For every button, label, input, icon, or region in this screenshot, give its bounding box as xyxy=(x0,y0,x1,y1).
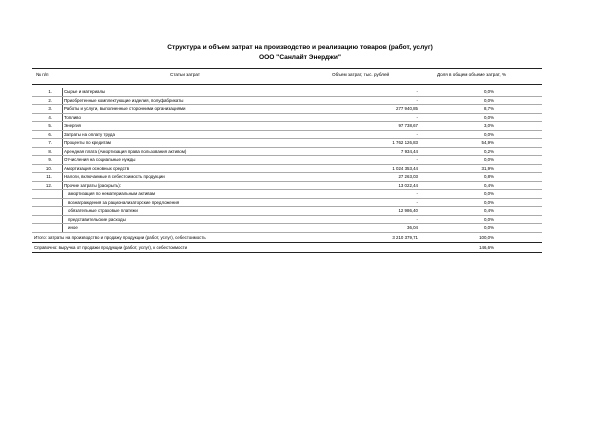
row-share: 0,0% xyxy=(483,97,494,103)
row-sum: 97 738,67 xyxy=(398,123,418,128)
row-item-name: обязательные страховые платежи xyxy=(68,208,138,213)
row-item-name: иное xyxy=(68,225,78,230)
row-item-name: Налоги, включаемые в себестоимость продукции xyxy=(64,174,165,179)
row-item-name: вознаграждения за рационализаторские предложения xyxy=(68,199,180,205)
row-sum: - xyxy=(416,216,418,222)
row-share: 31,9% xyxy=(481,165,494,171)
row-sum: - xyxy=(416,191,418,196)
header-share: Доля в общем объеме затрат, % xyxy=(437,72,507,77)
row-item-name: представительские расходы xyxy=(68,216,126,222)
row-share: 54,9% xyxy=(481,140,494,145)
row-number: 3. xyxy=(48,106,52,111)
table-row xyxy=(32,114,542,123)
table-row xyxy=(32,182,542,191)
table-row xyxy=(32,156,542,165)
row-share: 0,0% xyxy=(483,191,494,196)
table-row xyxy=(32,224,542,233)
row-item-name: Проценты по кредитам xyxy=(64,140,111,145)
row-number: 5. xyxy=(48,123,52,128)
table-row xyxy=(32,97,542,106)
row-number: 12. xyxy=(45,182,52,188)
row-item-name: Топливо xyxy=(64,114,81,120)
row-number: 1. xyxy=(48,89,52,94)
total-label: Итого: затраты на производство и продажу продукции (работ, услуг), себестоимость xyxy=(34,235,206,240)
table-row xyxy=(32,207,542,216)
header-num: № п/п xyxy=(36,72,49,77)
table-row xyxy=(32,122,542,131)
row-share: 0,4% xyxy=(483,208,494,213)
row-share: 0,0% xyxy=(483,157,494,162)
row-sum: 27 263,03 xyxy=(398,174,418,179)
row-share: 0,0% xyxy=(483,89,494,94)
row-number: 10. xyxy=(45,165,52,171)
row-item-name: Прочие затраты (раскрыть): xyxy=(64,182,121,188)
table-row xyxy=(32,173,542,182)
table-row xyxy=(32,148,542,157)
row-number: 4. xyxy=(48,114,52,120)
reference-row xyxy=(32,243,542,252)
row-sum: - xyxy=(416,131,418,137)
row-number: 2. xyxy=(48,97,52,103)
row-sum: 13 022,44 xyxy=(398,182,418,188)
row-item-name: Затраты на оплату труда xyxy=(64,131,115,137)
row-share: 0,8% xyxy=(483,174,494,179)
total-sum: 3 210 379,71 xyxy=(392,235,418,240)
row-share: 8,7% xyxy=(483,106,494,111)
row-sum: - xyxy=(416,97,418,103)
table-row xyxy=(32,105,542,114)
table-row xyxy=(32,190,542,199)
reference-share: 146,6% xyxy=(479,245,494,250)
row-share: 0,0% xyxy=(483,114,494,120)
row-share: 0,0% xyxy=(483,199,494,205)
header-top-rule xyxy=(32,68,542,69)
row-sum: 7 934,44 xyxy=(400,148,418,154)
header-sum: Объем затрат, тыс. рублей xyxy=(332,72,390,77)
row-share: 0,0% xyxy=(483,216,494,222)
row-item-name: Сырье и материалы xyxy=(64,89,106,94)
row-share: 0,0% xyxy=(483,131,494,137)
row-sum: 277 940,85 xyxy=(396,106,418,111)
company-name: ООО "Санлайт Энерджи" xyxy=(258,54,342,61)
header-bottom-rule xyxy=(32,84,542,85)
table-row xyxy=(32,88,542,97)
row-number: 7. xyxy=(48,140,52,145)
row-item-name: Приобретенные комплектующие изделия, полуфабрикаты xyxy=(64,97,184,103)
table-row xyxy=(32,131,542,140)
row-item-name: Амортизация основных средств xyxy=(64,165,130,171)
table-row xyxy=(32,216,542,225)
row-share: 0,2% xyxy=(483,148,494,154)
document-title: Структура и объем затрат на производство и реализацию товаров (работ, услуг) xyxy=(167,44,433,51)
row-item-name: Арендная плата (Амортизация права пользования активом) xyxy=(64,148,187,154)
total-row xyxy=(32,233,542,242)
table-row xyxy=(32,165,542,174)
header-name: Статьи затрат xyxy=(170,72,200,77)
reference-rule xyxy=(32,252,542,253)
total-share: 100,0% xyxy=(479,235,494,240)
row-sum: 12 986,40 xyxy=(398,208,418,213)
row-sum: 36,04 xyxy=(407,225,418,230)
table-row xyxy=(32,199,542,208)
row-item-name: Энергия xyxy=(64,123,81,128)
row-item-name: Работы и услуги, выполненные сторонними организациями xyxy=(64,106,186,111)
table-row xyxy=(32,139,542,148)
row-sum: 1 762 126,83 xyxy=(392,140,418,145)
row-item-name: Отчисления на социальные нужды xyxy=(64,157,136,162)
row-item-name: амортизация по нематериальным активам xyxy=(68,191,156,196)
row-share: 3,0% xyxy=(483,123,494,128)
row-sum: - xyxy=(416,157,418,162)
row-sum: - xyxy=(416,199,418,205)
row-number: 6. xyxy=(48,131,52,137)
row-number: 11. xyxy=(46,174,52,179)
row-share: 0,0% xyxy=(483,225,494,230)
reference-label: Справочно: выручка от продажи продукции (работ, услуг), к себестоимости xyxy=(34,245,188,250)
row-number: 8. xyxy=(48,148,52,154)
row-share: 0,4% xyxy=(483,182,494,188)
row-number: 9. xyxy=(48,157,52,162)
row-sum: 1 024 353,44 xyxy=(392,165,418,171)
row-sum: - xyxy=(416,114,418,120)
row-sum: - xyxy=(416,89,418,94)
